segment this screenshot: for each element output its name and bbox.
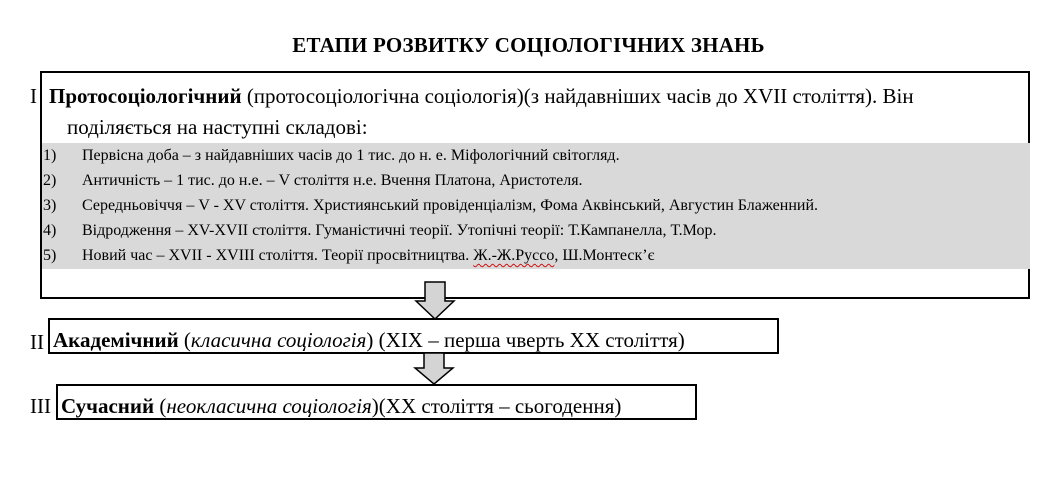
spellcheck-underlined-text: Ж.-Ж.Руссо <box>473 247 555 264</box>
stage-1-line2: поділяється на наступні складові: <box>67 115 368 139</box>
stage-3-school: неокласична соціологія <box>166 394 372 418</box>
list-item-text-end: , Ш.Монтеск’є <box>554 247 655 264</box>
stage-3-name: Сучасний <box>61 394 155 418</box>
stage-3-heading: Сучасний (неокласична соціологія)(XX століття – сьогодення) <box>61 394 622 418</box>
down-arrow-icon <box>413 352 455 386</box>
list-item-number: 1) <box>43 147 57 164</box>
list-item: Античність – 1 тис. до н.е. – V століття н.е. Вчення Платона, Аристотеля. <box>82 172 583 189</box>
stage-1-heading <box>49 84 914 109</box>
stage-2-heading: Академічний (класична соціологія) (XIX – перша чверть XX століття) <box>53 328 685 352</box>
stage-1-description: (протосоціологічна соціологія)(з найдавніших часів до XVII століття). Він <box>241 84 914 108</box>
list-item: Середньовіччя – V - XV століття. Християнський провіденціалізм, Фома Аквінський, Августин Блаженний. <box>82 197 819 214</box>
list-item-number: 5) <box>43 247 57 264</box>
stage-2-name: Академічний <box>53 328 179 352</box>
stage-1-roman: І <box>30 84 37 108</box>
down-arrow-icon <box>414 281 456 321</box>
stage-1-name: Протосоціологічний <box>49 84 242 108</box>
list-item: Відродження – XV-XVII століття. Гуманістичні теорії. Утопічні теорії: Т.Кампанелла, Т.Мор. <box>82 222 717 239</box>
list-item-number: 3) <box>43 197 57 214</box>
stage-3-roman: ІІІ <box>30 394 51 418</box>
stage-3-period: (XX століття – сьогодення) <box>378 394 622 418</box>
list-item: Первісна доба – з найдавніших часів до 1 тис. до н. е. Міфологічний світогляд. <box>82 147 620 164</box>
stage-2-roman: ІІ <box>30 330 44 354</box>
list-item-number: 2) <box>43 172 57 189</box>
list-item-text: Новий час – XVII - XVIII століття. Теорії просвітництва. <box>82 247 474 264</box>
page-title: ЕТАПИ РОЗВИТКУ СОЦІОЛОГІЧНИХ ЗНАНЬ <box>292 33 765 57</box>
stage-2-period: (XIX – перша чверть XX століття) <box>373 328 685 352</box>
list-item <box>82 247 654 265</box>
stage-2-school: класична соціологія <box>190 328 367 352</box>
list-item-number: 4) <box>43 222 57 239</box>
